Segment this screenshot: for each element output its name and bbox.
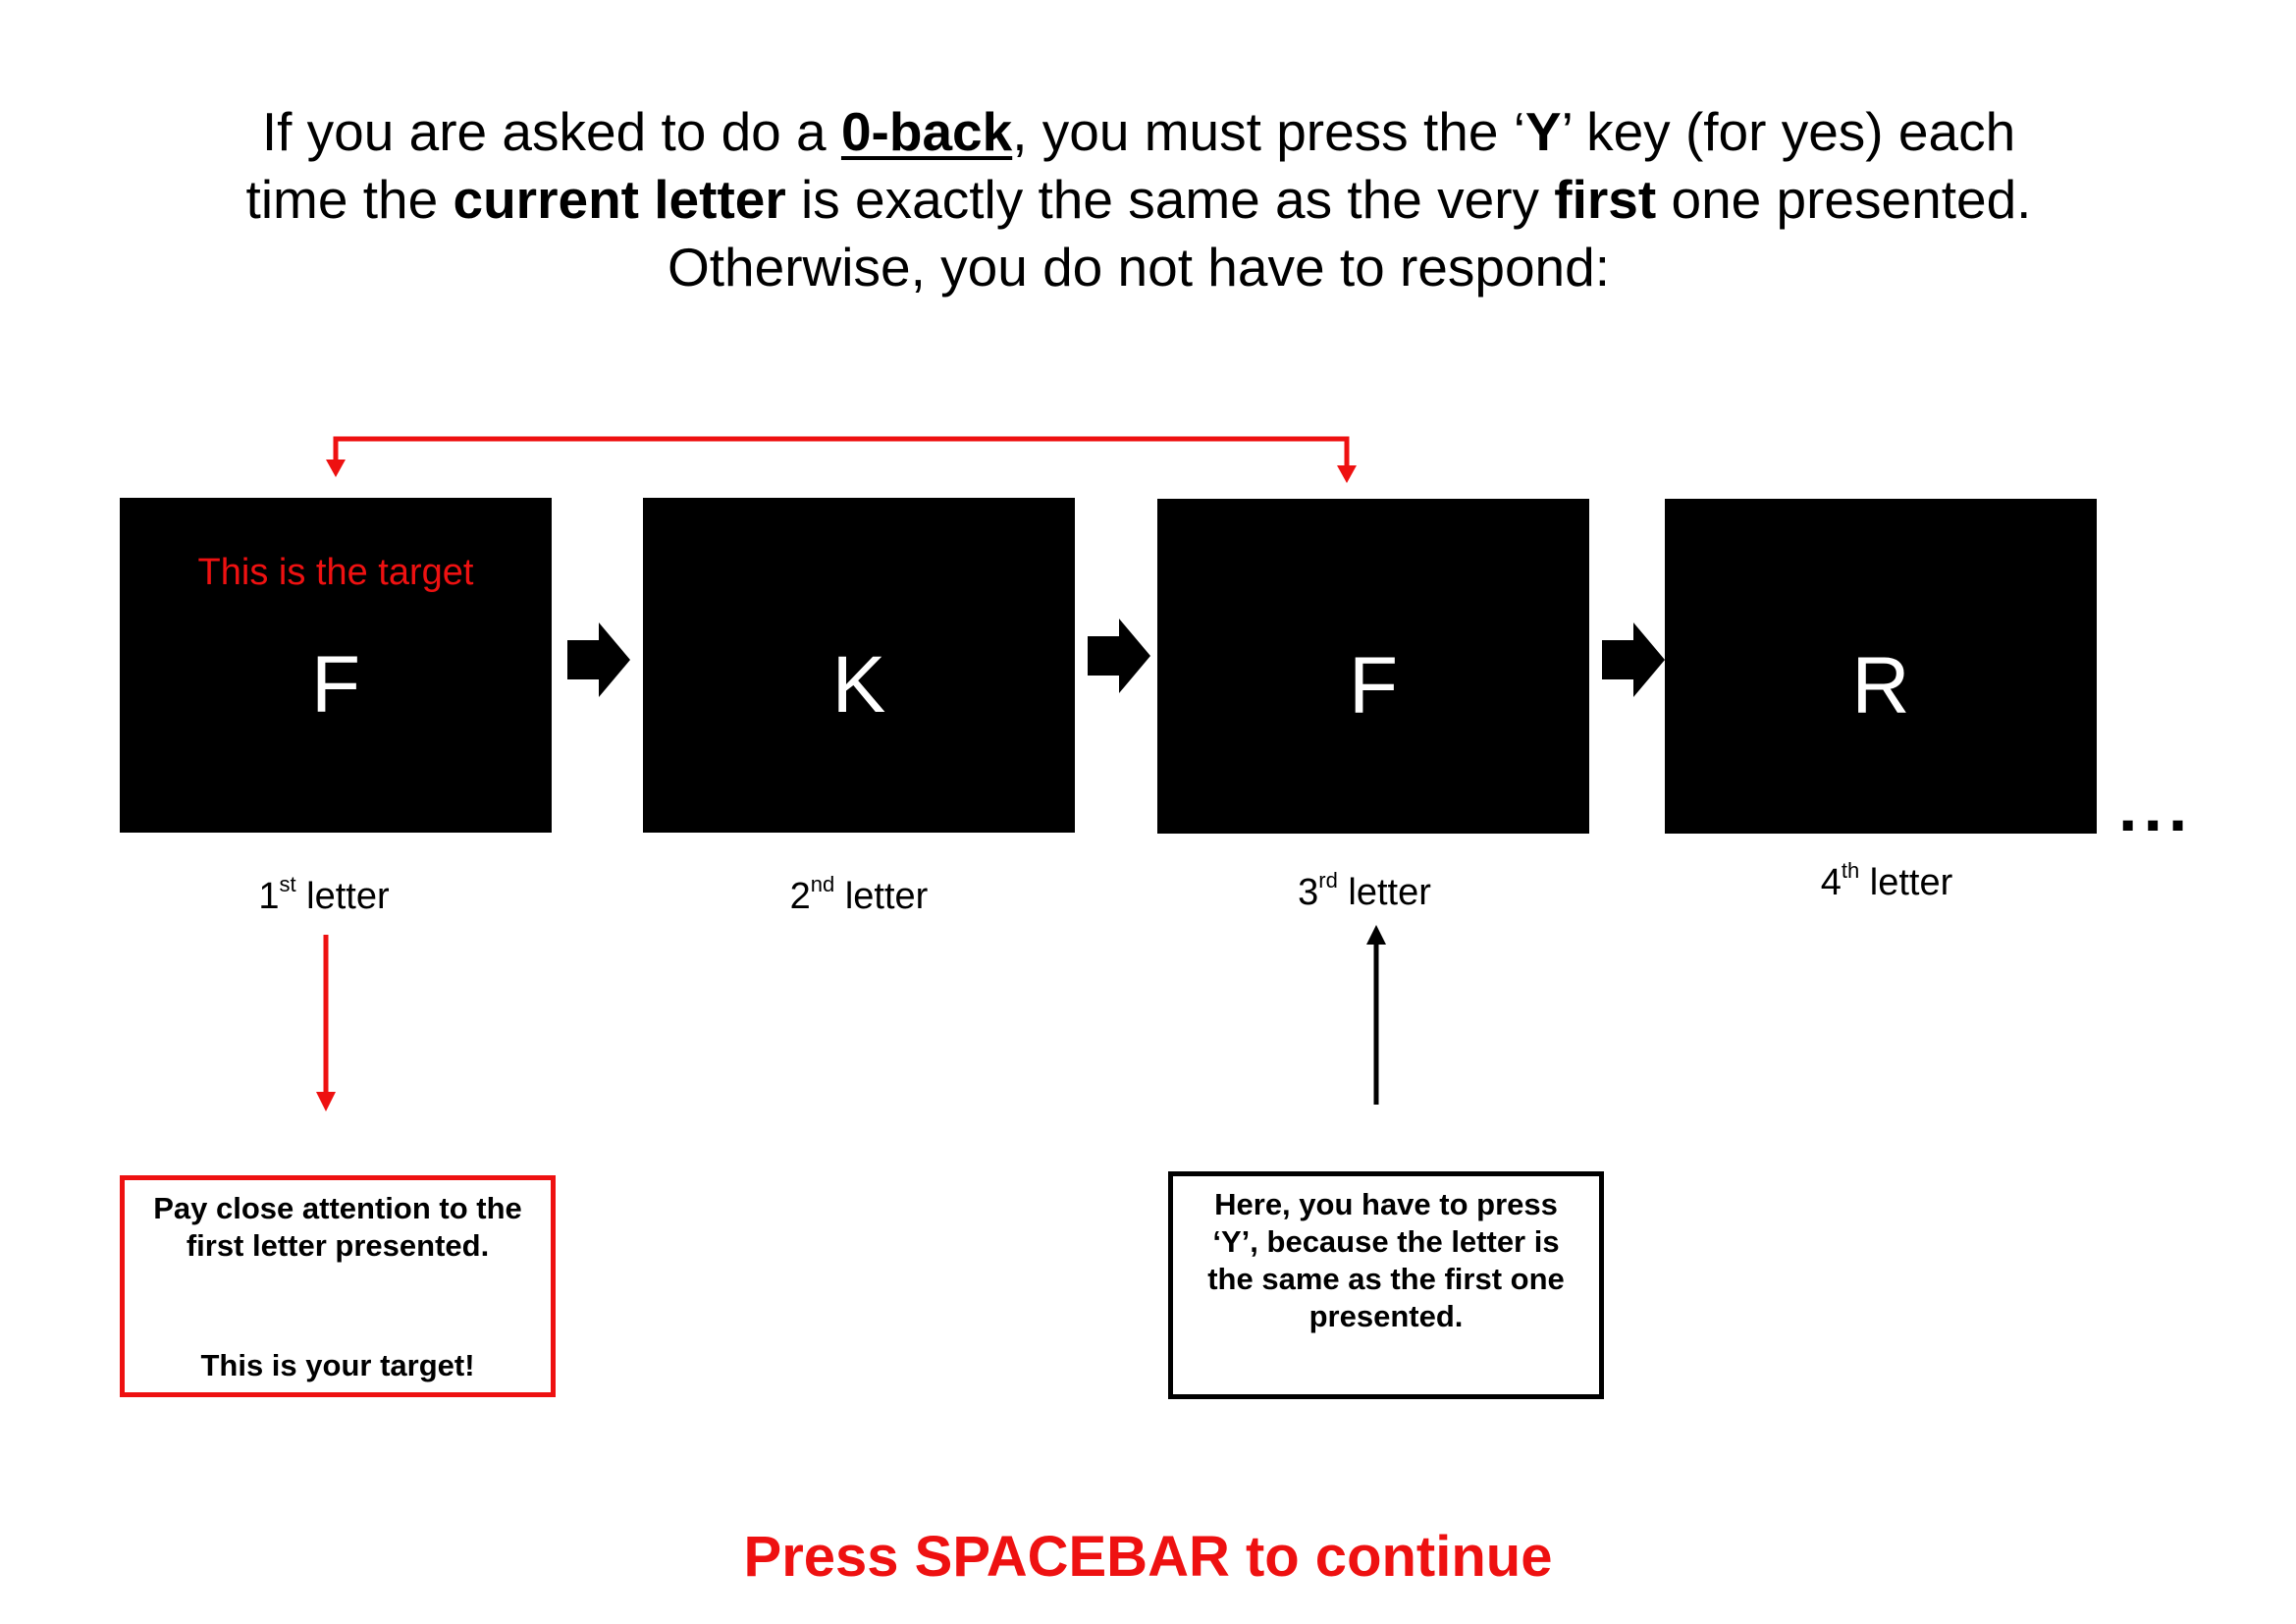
- instructions-line-1: If you are asked to do a 0-back, you must press the ‘Y’ key (for yes) each: [261, 101, 2016, 162]
- letter-screen-1: [120, 498, 552, 833]
- sequence-ellipsis: ...: [2118, 769, 2194, 845]
- press-note-box: Here, you have to press ‘Y’, because the letter is the same as the first one presented.: [1168, 1171, 1604, 1399]
- letter-4: R: [1851, 641, 1910, 731]
- letter-1: F: [310, 640, 361, 730]
- letter-2: K: [831, 640, 886, 730]
- zero-back-term: 0-back: [840, 101, 1013, 162]
- target-connector-arrowhead-1: [326, 460, 346, 477]
- target-connector-arrowhead-3: [1337, 465, 1357, 483]
- target-note-arrowhead: [316, 1092, 336, 1111]
- instructions-line-3: Otherwise, you do not have to respond:: [667, 237, 1611, 298]
- block-arrow-1: [567, 623, 630, 697]
- target-note-box: Pay close attention to the first letter presented. This is your target!: [120, 1175, 556, 1397]
- continue-prompt[interactable]: Press SPACEBAR to continue: [743, 1525, 1553, 1589]
- instructions-line-2: time the current letter is exactly the same as the very first one presented.: [245, 169, 2032, 230]
- letter-3: F: [1348, 641, 1399, 731]
- letter-screen-4: [1665, 499, 2097, 834]
- letter-screen-3: [1157, 499, 1589, 834]
- press-note-arrowhead: [1366, 925, 1386, 945]
- block-arrow-2: [1088, 619, 1150, 693]
- y-key-term: Y: [1524, 101, 1562, 162]
- block-arrow-3: [1602, 623, 1665, 697]
- caption-2: 2nd letter: [789, 872, 929, 917]
- caption-4: 4th letter: [1820, 858, 1953, 903]
- caption-3: 3rd letter: [1298, 868, 1431, 913]
- target-match-connector: [336, 439, 1347, 465]
- target-label: This is the target: [197, 552, 474, 593]
- letter-screen-2: [643, 498, 1075, 833]
- caption-1: 1st letter: [258, 872, 390, 917]
